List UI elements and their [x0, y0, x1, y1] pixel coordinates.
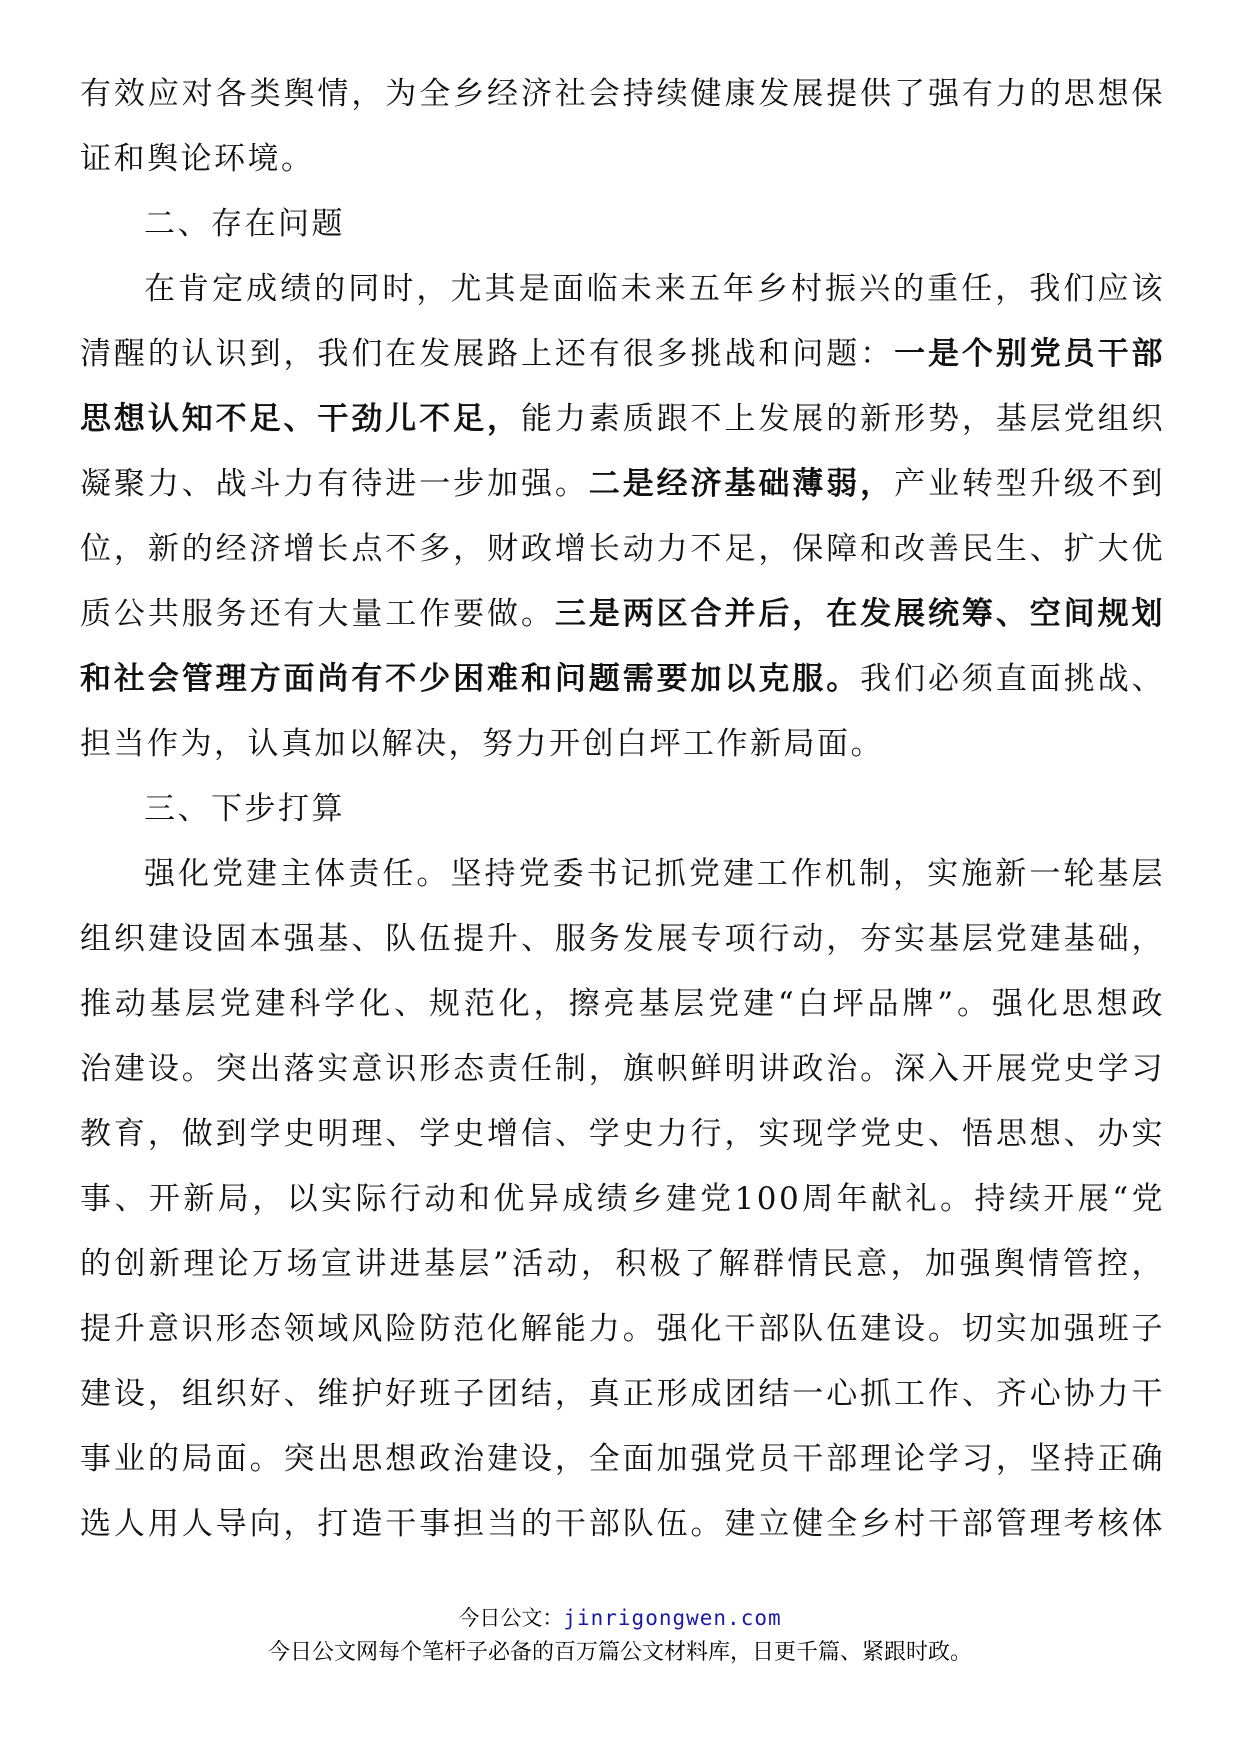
section-heading: 三、下步打算 [144, 791, 345, 827]
text-line: 思想认知不足、干劲儿不足，能力素质跟不上发展的新形势，基层党组织 [80, 401, 1165, 437]
text-line: 事、开新局，以实际行动和优异成绩乡建党100周年献礼。持续开展“党 [80, 1181, 1165, 1217]
text-line: 治建设。突出落实意识形态责任制，旗帜鲜明讲政治。深入开展党史学习 [80, 1051, 1165, 1087]
text-line: 证和舆论环境。 [80, 141, 315, 177]
footer-site [0, 1602, 1240, 1632]
text-line: 和社会管理方面尚有不少困难和问题需要加以克服。我们必须直面挑战、 [80, 661, 1166, 697]
text-line: 推动基层党建科学化、规范化，擦亮基层党建“白坪品牌”。强化思想政 [80, 986, 1165, 1022]
text-line: 有效应对各类舆情，为全乡经济社会持续健康发展提供了强有力的思想保 [80, 76, 1165, 112]
bold-text: 三是两区合并后，在发展统筹、空间规划 [554, 596, 1166, 632]
footer-site-url[interactable]: jinrigongwen.com [563, 1606, 782, 1630]
bold-text: 二是经济基础薄弱， [588, 466, 895, 502]
text-line: 建设，组织好、维护好班子团结，真正形成团结一心抓工作、齐心协力干 [80, 1376, 1165, 1412]
footer-site-label: 今日公文： [458, 1606, 564, 1630]
bold-text: 和社会管理方面尚有不少困难和问题需要加以克服。 [80, 661, 861, 697]
text-line: 在肯定成绩的同时，尤其是面临未来五年乡村振兴的重任，我们应该 [144, 271, 1165, 307]
bold-text: 一是个别党员干部 [894, 336, 1165, 372]
text-line: 质公共服务还有大量工作要做。三是两区合并后，在发展统筹、空间规划 [80, 596, 1166, 632]
text-line: 强化党建主体责任。坚持党委书记抓党建工作机制，实施新一轮基层 [144, 856, 1165, 892]
footer-slogan: 今日公文网每个笔杆子必备的百万篇公文材料库，日更千篇、紧跟时政。 [267, 1640, 972, 1665]
text-line: 提升意识形态领域风险防范化解能力。强化干部队伍建设。切实加强班子 [80, 1311, 1165, 1347]
text-line: 位，新的经济增长点不多，财政增长动力不足，保障和改善民生、扩大优 [80, 531, 1165, 567]
text-line: 事业的局面。突出思想政治建设，全面加强党员干部理论学习，坚持正确 [80, 1441, 1165, 1477]
text-line: 清醒的认识到，我们在发展路上还有很多挑战和问题：一是个别党员干部 [80, 336, 1165, 372]
text-line: 选人用人导向，打造干事担当的干部队伍。建立健全乡村干部管理考核体 [80, 1506, 1165, 1542]
text-line: 的创新理论万场宣讲进基层”活动，积极了解群情民意，加强舆情管控， [80, 1246, 1165, 1282]
section-heading: 二、存在问题 [144, 206, 345, 242]
text-line: 凝聚力、战斗力有待进一步加强。二是经济基础薄弱，产业转型升级不到 [80, 466, 1166, 502]
document-body [80, 62, 1165, 1557]
text-line: 教育，做到学史明理、学史增信、学史力行，实现学党史、悟思想、办实 [80, 1116, 1165, 1152]
bold-text: 思想认知不足、干劲儿不足， [80, 401, 521, 437]
text-line: 组织建设固本强基、队伍提升、服务发展专项行动，夯实基层党建基础， [80, 921, 1165, 957]
text-line: 担当作为，认真加以解决，努力开创白坪工作新局面。 [80, 726, 884, 762]
